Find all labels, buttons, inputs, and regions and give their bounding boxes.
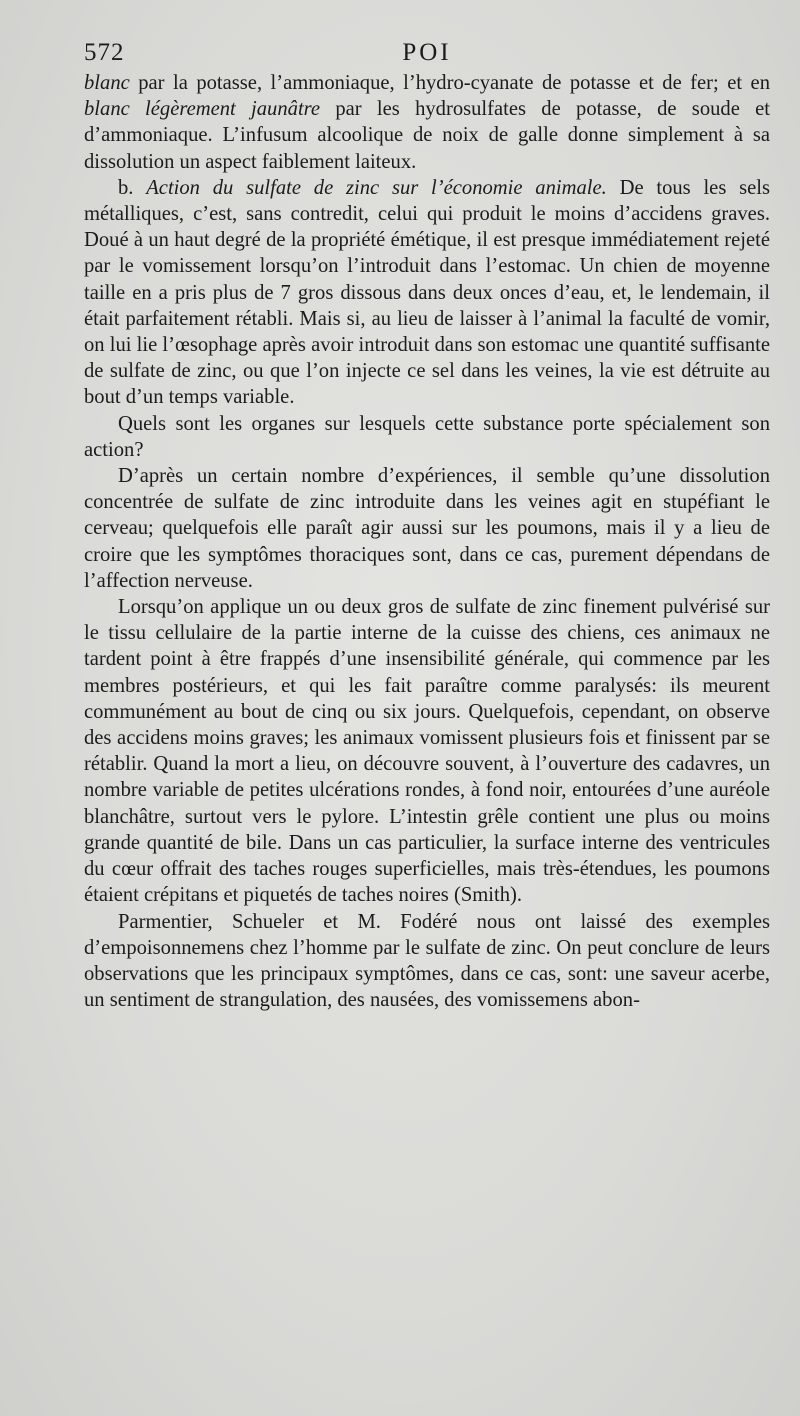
paragraph (84, 175, 770, 411)
italic-text-run: Action du sulfate de zinc sur l’économie animale. (146, 176, 607, 199)
page-number: 572 (84, 39, 125, 66)
italic-text-run: blanc légèrement jaunâtre (84, 98, 321, 121)
running-title: POI (402, 39, 452, 66)
paragraph (84, 594, 770, 908)
text-run: par la potasse, l’ammoniaque, l’hydro-cyanate de potasse et de fer; et en (129, 72, 770, 94)
body-text (84, 70, 770, 1013)
text-run: D’après un certain nombre d’expériences, il semble qu’une dissolution concentrée de sulfate de zinc introduite dans les veines agit en stupéfiant le cerveau; quelquefois elle paraît agir aussi sur les poumons, mais il y a lieu de croire que les symptômes thoraciques sont, dans ce cas, purement dépendans de l’affection nerveuse. (84, 465, 770, 592)
text-run: Lorsqu’on applique un ou deux gros de sulfate de zinc finement pulvérisé sur le tissu cellulaire de la partie interne de la cuisse des chiens, ces animaux ne tardent point à être frappés d’une insensibilité générale, qui commence par les membres postérieurs, et qui les fait paraître comme paralysés: ils meurent communément au bout de cinq ou six jours. Quelquefois, cependant, on observe des accidens moins graves; les animaux vomissent plusieurs fois et finissent par se rétablir. Quand la mort a lieu, on découvre souvent, à l’ouverture des cadavres, un nombre variable de petites ulcérations rondes, à fond noir, entourées d’une auréole blanchâtre, surtout vers le pylore. L’intestin grêle contient une plus ou moins grande quantité de bile. Dans un cas particulier, la surface interne des ventricules du cœur offrait des taches rouges superficielles, mais très-étendues, les poumons étaient crépitans et piquetés de taches noires (Smith). (84, 596, 770, 907)
paragraph (84, 70, 770, 175)
text-run: b. (118, 176, 147, 199)
italic-text-run: blanc (84, 72, 130, 94)
paragraph (84, 909, 770, 1014)
paragraph (84, 411, 770, 463)
text-run: Parmentier, Schueler et M. Fodéré nous ont laissé des exemples d’empoisonnemens chez l’homme par le sulfate de zinc. On peut conclure de leurs observations que les principaux symptômes, dans ce cas, sont: une saveur acerbe, un sentiment de strangulation, des nausées, des vomissemens abon- (84, 910, 770, 1012)
text-run: par les hydrosulfates de potasse, de soude et d’ammoniaque. L’infusum alcoolique de noix de galle donne simplement à sa dissolution un aspect faiblement laiteux. (84, 98, 770, 173)
running-head (84, 36, 770, 70)
text-run: Quels sont les organes sur lesquels cette substance porte spécialement son action? (84, 412, 770, 461)
paragraph (84, 463, 770, 594)
text-run: De tous les sels métalliques, c’est, sans contredit, celui qui produit le moins d’accidens graves. Doué à un haut degré de la propriété émétique, il est presque immédiatement rejeté par le vomissement lorsqu’on l’introduit dans l’estomac. Un chien de moyenne taille en a pris plus de 7 gros dissous dans deux onces d’eau, et, le lendemain, il était parfaitement rétabli. Mais si, au lieu de laisser à l’animal la faculté de vomir, on lui lie l’œsophage après avoir introduit dans son estomac une quantité suffisante de sulfate de zinc, ou que l’on injecte ce sel dans les veines, la vie est détruite au bout d’un temps variable. (84, 176, 770, 409)
